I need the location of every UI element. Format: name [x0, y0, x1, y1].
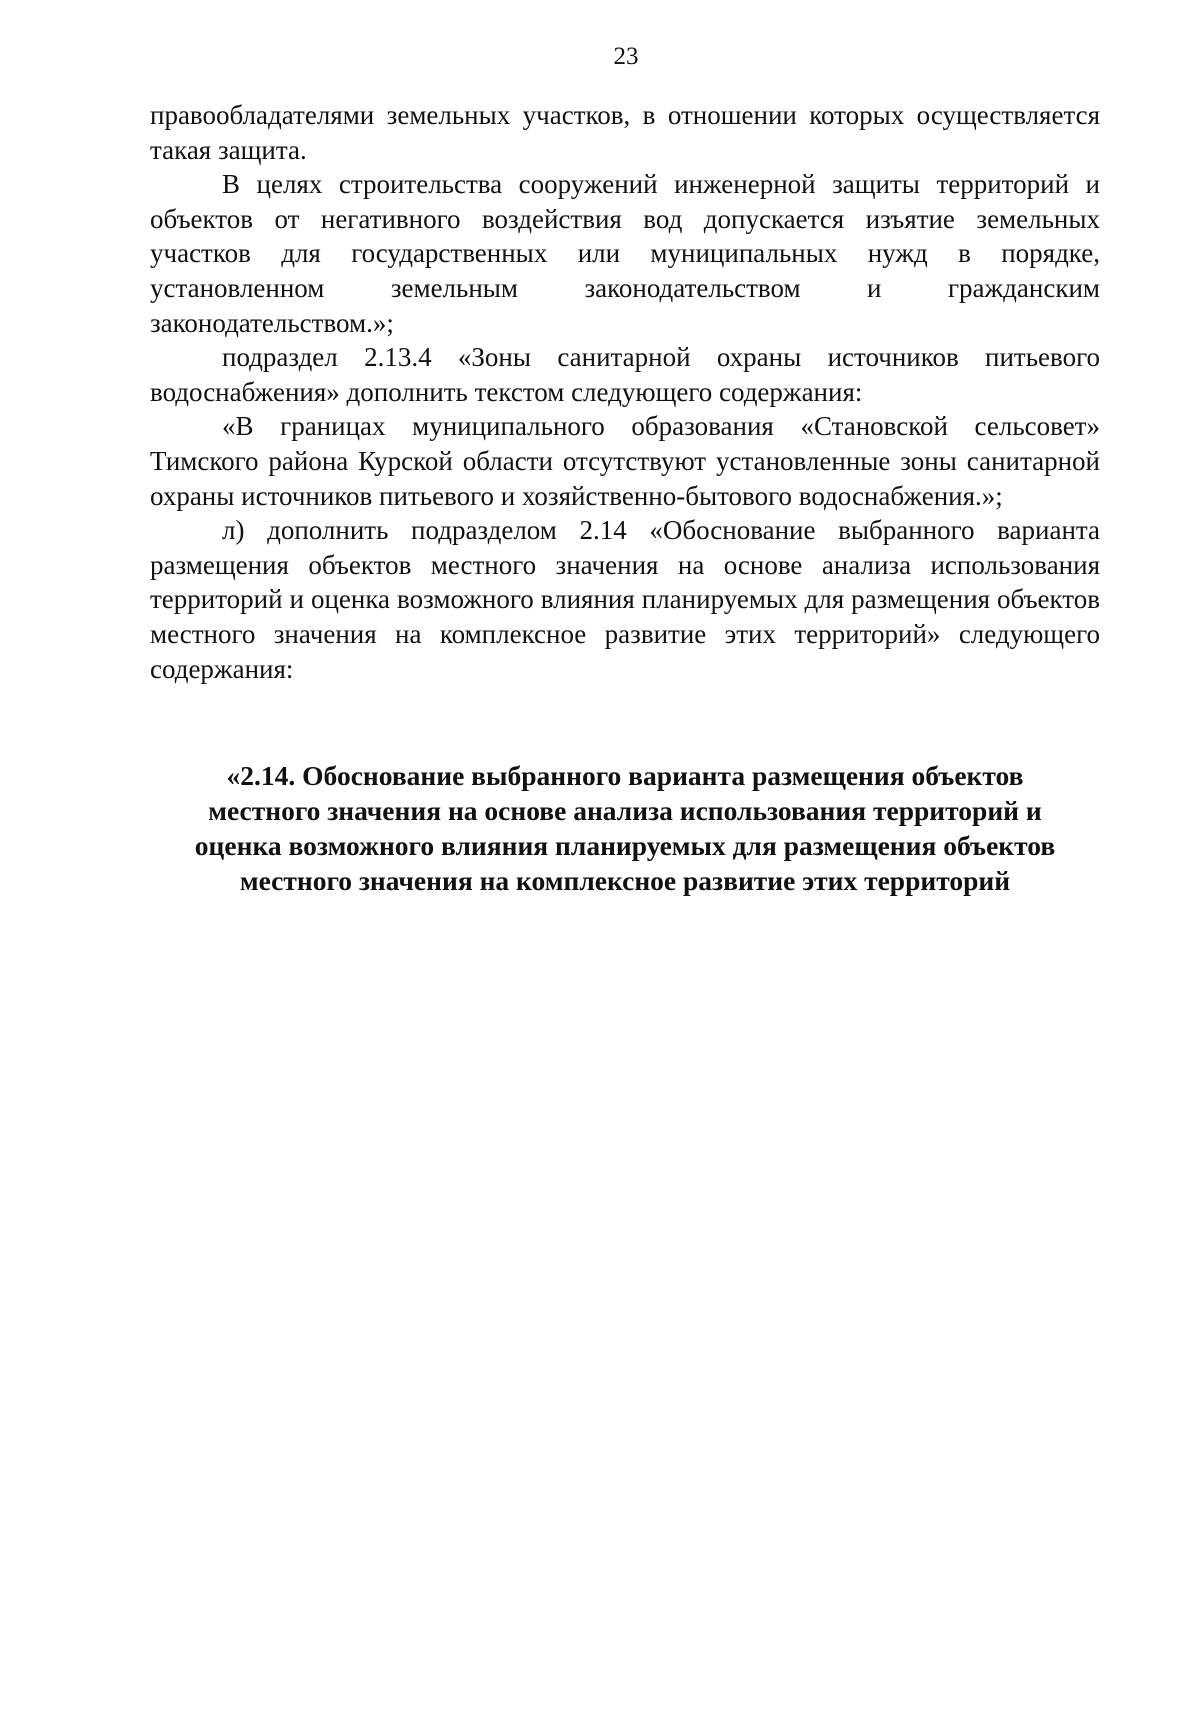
paragraph-sanitary-zones-quote: «В границах муниципального образования «Становской сельсовет» Тимского района Курской области отсутствуют установленные зоны санитарной охраны источников питьевого и хозяйственно-бытового водоснабжения.»; — [150, 411, 1100, 511]
paragraph-subsection-2-13-4: подраздел 2.13.4 «Зоны санитарной охраны источников питьевого водоснабжения» дополнить текстом следующего содержания: — [150, 342, 1100, 407]
document-body — [150, 98, 1100, 686]
section-heading-2-14 — [150, 758, 1100, 898]
paragraph-add-subsection-2-14: л) дополнить подразделом 2.14 «Обоснование выбранного варианта размещения объектов местного значения на основе анализа использования территорий и оценка возможного влияния планируемых для размещения объектов местного значения на комплексное развитие этих территорий» следующего содержания: — [150, 515, 1100, 684]
section-heading-line: «2.14. Обоснование выбранного варианта размещения объектов — [226, 760, 1024, 791]
section-heading-line: оценка возможного влияния планируемых для размещения объектов — [194, 830, 1056, 861]
section-heading-line: местного значения на основе анализа использования территорий и — [208, 795, 1042, 826]
paragraph-continuation: правообладателями земельных участков, в отношении которых осуществляется такая защита. — [150, 100, 1100, 165]
section-heading-line: местного значения на комплексное развитие этих территорий — [239, 865, 1011, 896]
paragraph-land-seizure: В целях строительства сооружений инженерной защиты территорий и объектов от негативного воздействия вод допускается изъятие земельных участков для государственных или муниципальных нужд в порядке, установленном земельным законодательством и гражданским законодательством.»; — [150, 169, 1100, 338]
page-number: 23 — [613, 43, 639, 70]
